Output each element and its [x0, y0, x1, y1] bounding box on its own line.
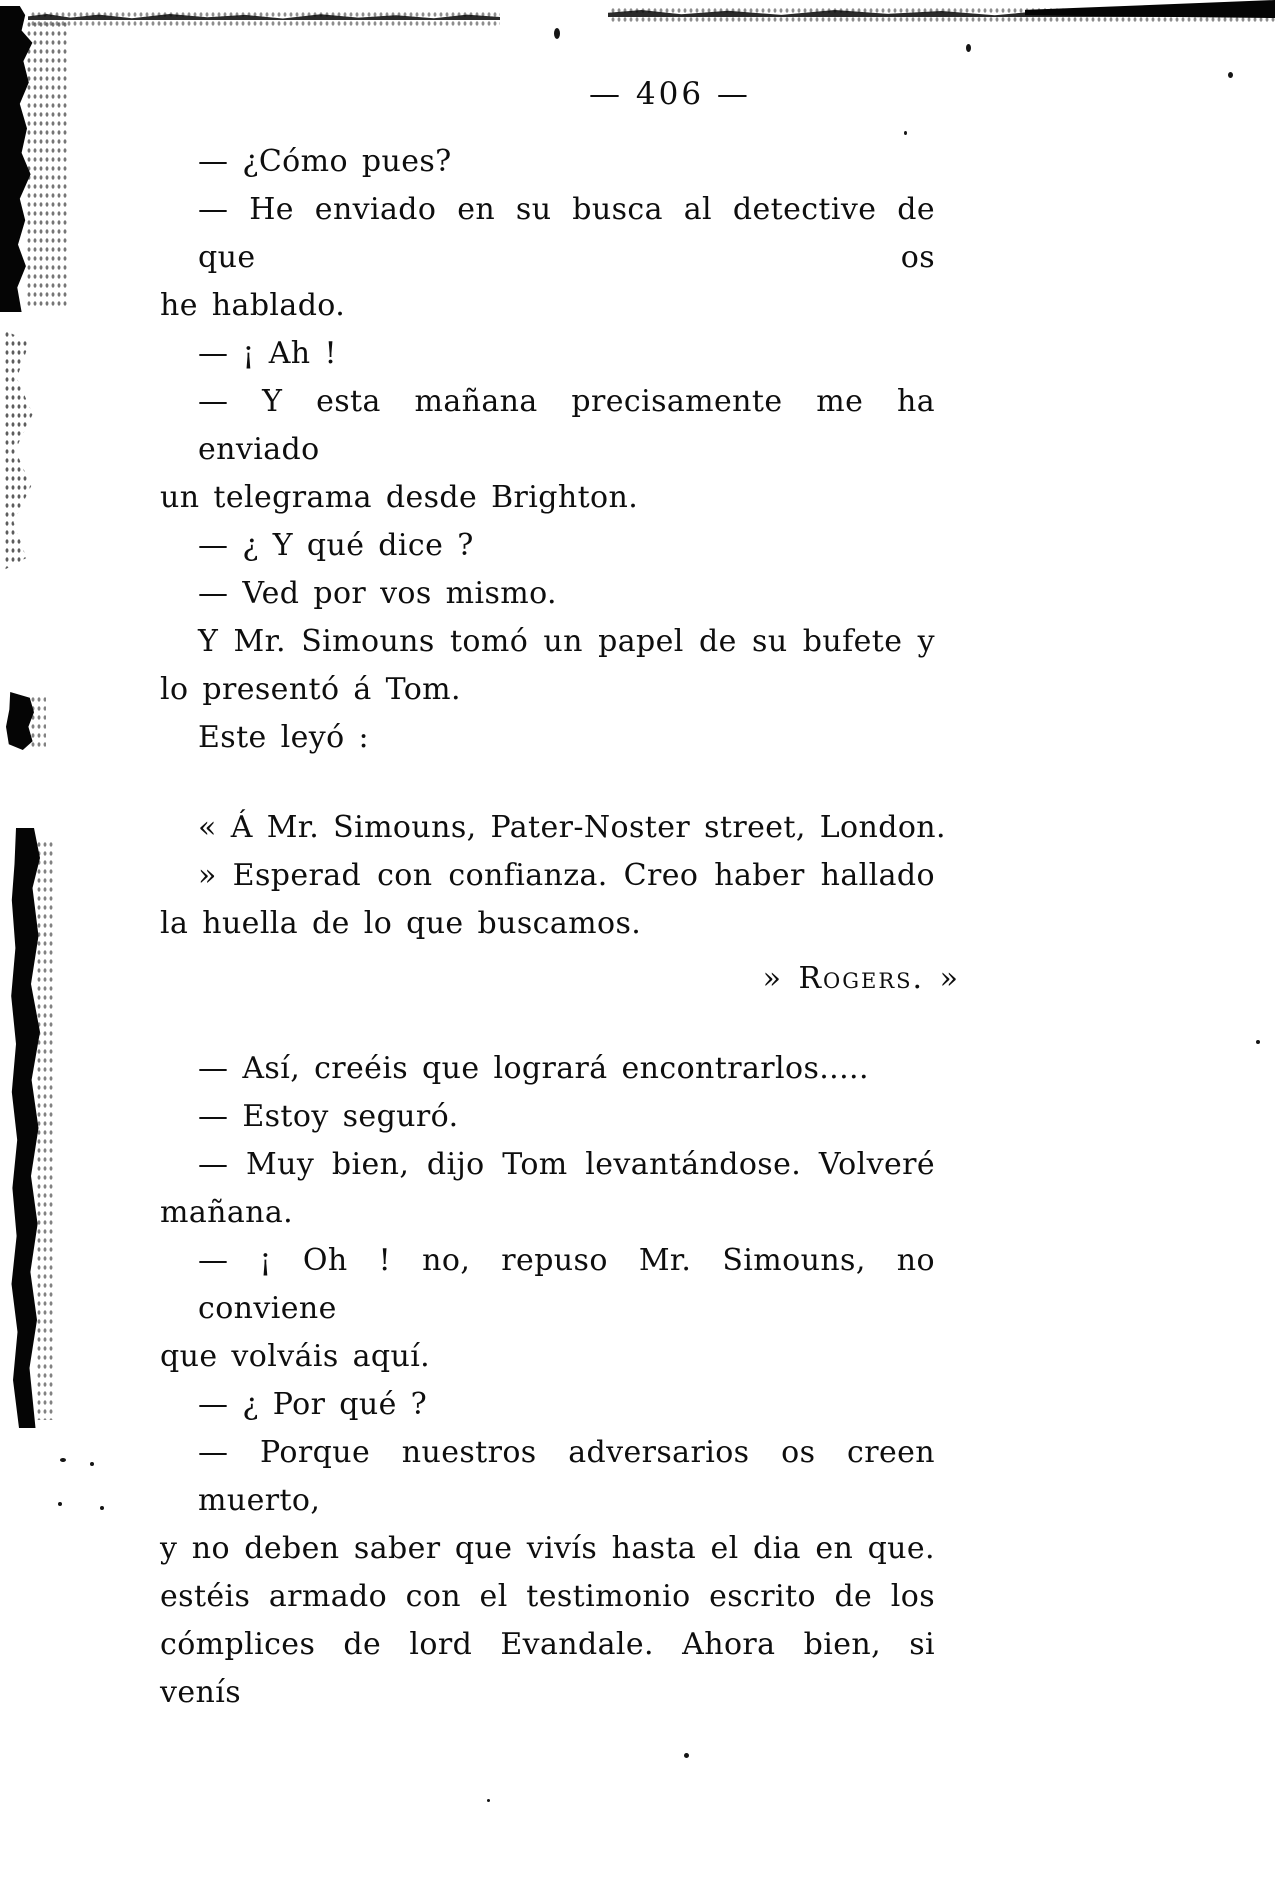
page-number: — 406 —	[589, 76, 751, 112]
text-line: — Así, creéis que logrará encontrarlos.....	[198, 1051, 869, 1086]
text-line: y no deben saber que vivís hasta el dia en que.	[160, 1531, 935, 1566]
text-line: un telegrama desde Brighton.	[160, 480, 639, 515]
text-line: — ¿ Y qué dice ?	[198, 528, 474, 563]
text-line: — Muy bien, dijo Tom levantándose. Volveré	[198, 1147, 935, 1182]
text-line: Y Mr. Simouns tomó un papel de su bufete y	[198, 624, 935, 659]
text-block	[160, 138, 960, 1717]
dust-speck	[487, 1799, 490, 1802]
dust-speck	[904, 131, 907, 135]
text-line: « Á Mr. Simouns, Pater-Noster street, London.	[198, 810, 946, 845]
dust-speck	[100, 1506, 104, 1510]
scan-noise-top-left-band	[30, 10, 500, 26]
dust-speck	[966, 44, 971, 52]
text-line: — Porque nuestros adversarios os creen muerto,	[198, 1435, 935, 1518]
text-line: he hablado.	[160, 288, 346, 323]
dust-speck	[684, 1753, 689, 1758]
text-line: — Ved por vos mismo.	[198, 576, 557, 611]
text-line: mañana.	[160, 1195, 294, 1230]
text-line: » Esperad con confianza. Creo haber hallado	[198, 858, 935, 893]
text-line: — ¡ Ah !	[198, 336, 337, 371]
text-line: — ¿ Por qué ?	[198, 1387, 428, 1422]
dust-speck	[554, 28, 560, 39]
dust-speck	[1256, 1040, 1260, 1044]
dust-speck	[1228, 72, 1233, 78]
text-line: que volváis aquí.	[160, 1339, 431, 1374]
scan-noise-left-blob	[30, 695, 46, 750]
text-line: estéis armado con el testimonio escrito de los	[160, 1579, 935, 1614]
text-line: cómplices de lord Evandale. Ahora bien, si venís	[160, 1627, 935, 1710]
text-line: » Rogers. »	[762, 961, 960, 996]
text-line: lo presentó á Tom.	[160, 672, 461, 707]
scan-smudge-top-right-wedge	[1025, 0, 1275, 18]
scan-noise-left-bottom	[36, 840, 54, 1420]
dust-speck	[60, 1458, 66, 1462]
scan-noise-left-mid	[4, 330, 36, 570]
text-line: — He enviado en su busca al detective de que os	[198, 192, 935, 275]
text-line: — ¿Cómo pues?	[198, 144, 452, 179]
text-line: la huella de lo que buscamos.	[160, 906, 642, 941]
text-line: — ¡ Oh ! no, repuso Mr. Simouns, no conviene	[198, 1243, 935, 1326]
text-line: — Estoy seguró.	[198, 1099, 459, 1134]
scan-noise-left-top	[26, 20, 68, 310]
dust-speck	[90, 1462, 94, 1466]
text-line: — Y esta mañana precisamente me ha enviado	[198, 384, 935, 467]
text-line: Este leyó :	[198, 720, 370, 755]
dust-speck	[58, 1502, 62, 1506]
